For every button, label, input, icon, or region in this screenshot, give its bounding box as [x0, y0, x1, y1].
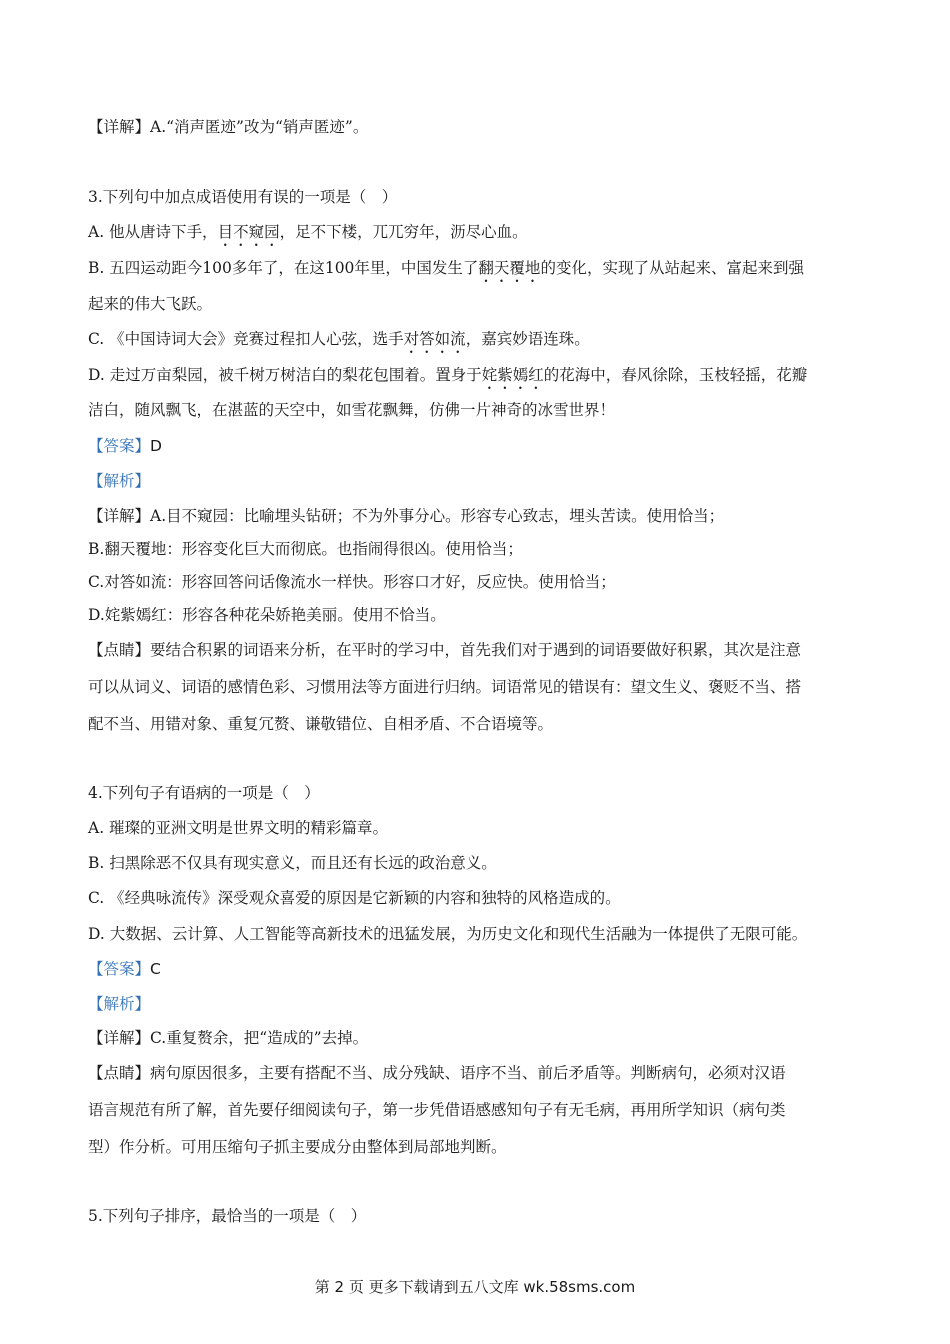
answer-value: C	[150, 960, 161, 978]
q4-stem: 4.下列句子有语病的一项是（ ）	[88, 784, 320, 802]
q4-tip-2: 语言规范有所了解，首先要仔细阅读句子，第一步凭借语感感知句子有无毛病，再用所学知识（病句类	[88, 1101, 786, 1119]
q3-d-text: D. 走过万亩梨园，被千树万树洁白的梨花包围着。置身于	[88, 366, 482, 384]
q3-tip-3: 配不当、用错对象、重复冗赘、谦敬错位、自相矛盾、不合语境等。	[88, 715, 554, 733]
q4-tip-1: 【点睛】病句原因很多，主要有搭配不当、成分残缺、语序不当、前后矛盾等。判断病句，必须对汉语	[88, 1064, 786, 1082]
q3-detail-1: 【详解】A.目不窥园：比喻埋头钻研；不为外事分心。形容专心致志，埋头苦读。使用恰当；	[88, 507, 725, 525]
q3-option-b	[88, 258, 804, 286]
q4-detail: 【详解】C.重复赘余，把“造成的”去掉。	[88, 1029, 369, 1047]
q3-a-text: A. 他从唐诗下手，	[88, 223, 218, 241]
q3-detail-4: D.姹紫嫣红：形容各种花朵娇艳美丽。使用不恰当。	[88, 606, 446, 624]
q4-option-b: B. 扫黑除恶不仅具有现实意义，而且还有长远的政治意义。	[88, 854, 497, 872]
q3-c-text-post: ，嘉宾妙语连珠。	[465, 330, 590, 348]
q3-a-idiom: 目不窥园	[217, 223, 280, 241]
q3-tip-2: 可以从词义、词语的感情色彩、习惯用法等方面进行归纳。词语常见的错误有：望文生义、褒贬不当、搭	[88, 678, 802, 696]
q3-detail-2: B.翻天覆地：形容变化巨大而彻底。也指闹得很凶。使用恰当；	[88, 540, 523, 558]
answer-value: D	[150, 437, 162, 455]
q3-d-idiom: 姹紫嫣红	[481, 366, 544, 384]
answer-label: 【答案】	[88, 437, 151, 455]
q4-answer	[88, 959, 161, 979]
q4-tip-3: 型）作分析。可用压缩句子抓主要成分由整体到局部地判断。	[88, 1138, 507, 1156]
page-footer: 第 2 页 更多下载请到五八文库 wk.58sms.com	[314, 1278, 636, 1296]
q3-stem: 3.下列句中加点成语使用有误的一项是（ ）	[88, 188, 398, 206]
q2-detail: 【详解】A.“消声匿迹”改为“销声匿迹”。	[88, 118, 369, 136]
q4-option-d: D. 大数据、云计算、人工智能等高新技术的迅猛发展，为历史文化和现代生活融为一体提供了无限可能。	[88, 925, 808, 943]
q3-option-a	[88, 222, 528, 250]
q3-option-b-cont: 起来的伟大飞跃。	[88, 295, 213, 313]
q5-stem: 5.下列句子排序，最恰当的一项是（ ）	[88, 1207, 367, 1225]
q3-d-text-post: 的花海中，春风徐除，玉枝轻摇，花瓣	[543, 366, 808, 384]
q3-option-d	[88, 365, 807, 393]
q3-option-d-cont: 洁白，随风飘飞，在湛蓝的天空中，如雪花飘舞，仿佛一片神奇的冰雪世界！	[88, 401, 616, 419]
q3-tip-1: 【点睛】要结合积累的词语来分析，在平时的学习中，首先我们对于遇到的词语要做好积累，其次是注意	[88, 641, 802, 659]
q4-analysis-label: 【解析】	[88, 995, 151, 1013]
q3-a-text-post: ，足不下楼，兀兀穷年，沥尽心血。	[279, 223, 528, 241]
q3-c-text: C. 《中国诗词大会》竞赛过程扣人心弦，选手	[88, 330, 404, 348]
q4-option-c: C. 《经典咏流传》深受观众喜爱的原因是它新颖的内容和独特的风格造成的。	[88, 889, 621, 907]
q3-b-text: B. 五四运动距今100多年了，在这100年里，中国发生了	[88, 259, 479, 277]
q3-c-idiom: 对答如流	[403, 330, 466, 348]
q4-option-a: A. 璀璨的亚洲文明是世界文明的精彩篇章。	[88, 819, 389, 837]
q3-b-idiom: 翻天覆地	[478, 259, 541, 277]
q3-detail-3: C.对答如流：形容回答问话像流水一样快。形容口才好，反应快。使用恰当；	[88, 573, 616, 591]
q3-option-c	[88, 329, 590, 357]
q3-answer	[88, 436, 162, 456]
q3-b-text-post: 的变化，实现了从站起来、富起来到强	[540, 259, 804, 277]
q3-analysis-label: 【解析】	[88, 472, 151, 490]
answer-label: 【答案】	[88, 960, 151, 978]
